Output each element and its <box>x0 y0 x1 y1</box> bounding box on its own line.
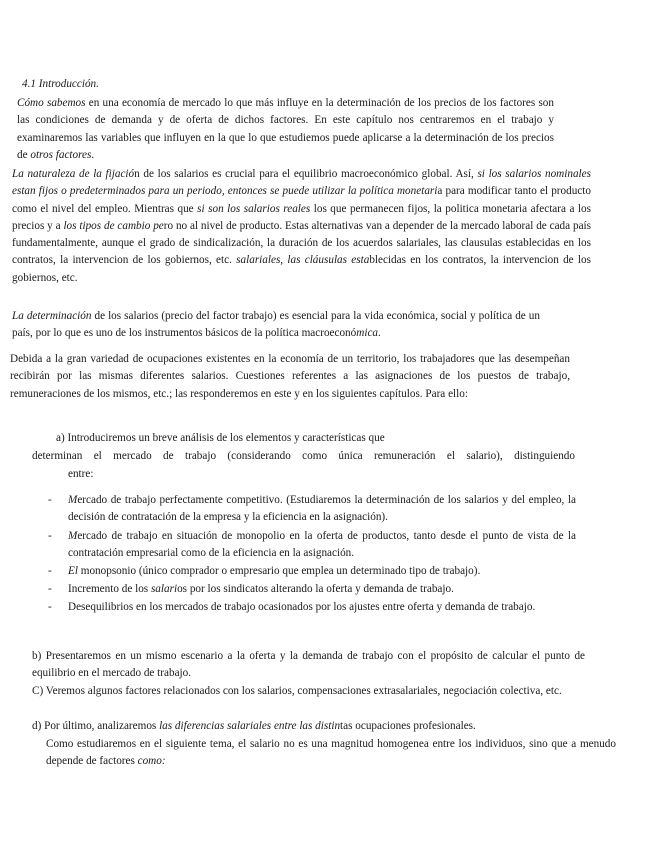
point-a-line3: entre: <box>68 468 94 480</box>
paragraph-wage-determination: La determinación de los salarios (precio del factor trabajo) es esencial para la vida económica, social y política de un país, por lo que es uno de los instrumentos básicos de la política macroeconómica. <box>12 310 540 340</box>
point-c: C) Veremos algunos factores relacionados con los salarios, compensaciones extrasalariales, negociación colectiva, etc. <box>32 685 562 697</box>
point-a-line2: determinan el mercado de trabajo (considerando como única remuneración el salario), distinguiendo <box>32 450 575 462</box>
paragraph-intro: Cómo sabemos en una economía de mercado lo que más influye en la determinación de los precios de los factores son las condiciones de demanda y de oferta de dichos factores. En este capítulo nos centraremos en el trabajo y examinaremos las variables que influyen en la que lo que estudiemos puede aplicarse a la determinación de los precios de otros factores. <box>17 97 554 161</box>
document-page: 4.1 Introducción. Cómo sabemos en una economía de mercado lo que más influye en la determinación de los precios de los factores son las condiciones de demanda y de oferta de dichos factores. En este capítulo nos centraremos en el trabajo y examinaremos las variables que influyen en la que lo que estudiemos puede aplicarse a la determinación de los precios de otros factores. La naturaleza de la fijación de los salarios es crucial para el equilibrio macroeconómico global. Así, si los salarios nominales estan fijos o predeterminados para un periodo, entonces se puede utilizar la política monetaria para modificar tanto el producto como el nivel del empleo. Mientras que si son los salarios reales los que permanecen fijos, la politica monetaria afectara a los precios y a los tipos de cambio pero no al nivel de producto. Estas alternativas van a depender de la mercado laboral de cada país fundamentalmente, aunque el grado de sindicalización, la duración de los acuerdos salariales, las clausulas establecidas en los contratos, la intervencion de los gobiernos, etc. salariales, las cláusulas establecidas en los contratos, la intervencion de los gobiernos, etc. La determinación de los salarios (precio del factor trabajo) es esencial para la vida económica, social y política de un país, por lo que es uno de los instrumentos básicos de la política macroeconómica. Debida a la gran variedad de ocupaciones existentes en la economía de un territorio, los trabajadores que las desempeñan recibirán por las mismas diferentes salarios. Cuestiones referentes a las asignaciones de los puestos de trabajo, remuneraciones de los mismos, etc.; las responderemos en este y en los siguientes capítulos. Para ello: a) Introduciremos un breve análisis de los elementos y características que determinan el mercado de trabajo (considerando como única remuneración el salario), distinguiendo entre: - Mercado de trabajo perfectamente competitivo. (Estudiaremos la determinación de los salarios y del empleo, la decisión de contratación de la empresa y la eficiencia en la asignación). - Mercado de trabajo en situación de monopolio en la oferta de productos, tanto desde el punto de vista de la contratación empresarial como de la eficiencia en la asignación. - El monopsonio (único comprador o empresario que emplea un determinado tipo de trabajo). - Incremento de los salarios por los sindicatos alterando la oferta y demanda de trabajo. - Desequilibrios en los mercados de trabajo ocasionados por los ajustes entre oferta y demanda de trabajo. b) Presentaremos en un mismo escenario a la oferta y la demanda de trabajo con el propósito de calcular el punto de equilibrio en el mercado de trabajo. C) Veremos algunos factores relacionados con los salarios, compensaciones extrasalariales, negociación colectiva, etc. d) Por último, analizaremos las diferencias salariales entre las distintas ocupaciones profesionales. Como estudiaremos en el siguiente tema, el salario no es una magnitud homogenea entre los individuos, sino que a menudo depende de factores como: <box>0 0 655 848</box>
paragraph-wage-fixing: La naturaleza de la fijación de los salarios es crucial para el equilibrio macroeconómico global. Así, si los salarios nominales estan fijos o predeterminados para un periodo, entonces se puede utilizar la política monetaria para modificar tanto el producto como el nivel del empleo. Mientras que si son los salarios reales los que permanecen fijos, la politica monetaria afectara a los precios y a los tipos de cambio pero no al nivel de producto. Estas alternativas van a depender de la mercado laboral de cada país fundamentalmente, aunque el grado de sindicalización, la duración de los acuerdos salariales, las clausulas establecidas en los contratos, la intervencion de los gobiernos, etc. salariales, las cláusulas establecidas en los contratos, la intervencion de los gobiernos, etc. <box>12 168 591 284</box>
closing-paragraph: Como estudiaremos en el siguiente tema, el salario no es una magnitud homogenea entre los individuos, sino que a menudo depende de factores como: <box>46 738 616 768</box>
point-a-line1: a) Introduciremos un breve análisis de los elementos y características que <box>56 432 385 444</box>
point-d: d) Por último, analizaremos las diferencias salariales entre las distintas ocupaciones profesionales. <box>32 720 476 732</box>
section-heading: 4.1 Introducción. <box>22 78 99 90</box>
point-b: b) Presentaremos en un mismo escenario a la oferta y la demanda de trabajo con el propósito de calcular el punto de equilibrio en el mercado de trabajo. <box>32 650 585 680</box>
intro-emphasis: Cómo sabemos <box>17 97 86 109</box>
paragraph-occupations: Debida a la gran variedad de ocupaciones existentes en la economía de un territorio, los trabajadores que las desempeñan recibirán por las mismas diferentes salarios. Cuestiones referentes a las asignaciones de los puestos de trabajo, remuneraciones de los mismos, etc.; las responderemos en este y en los siguientes capítulos. Para ello: <box>10 353 570 400</box>
